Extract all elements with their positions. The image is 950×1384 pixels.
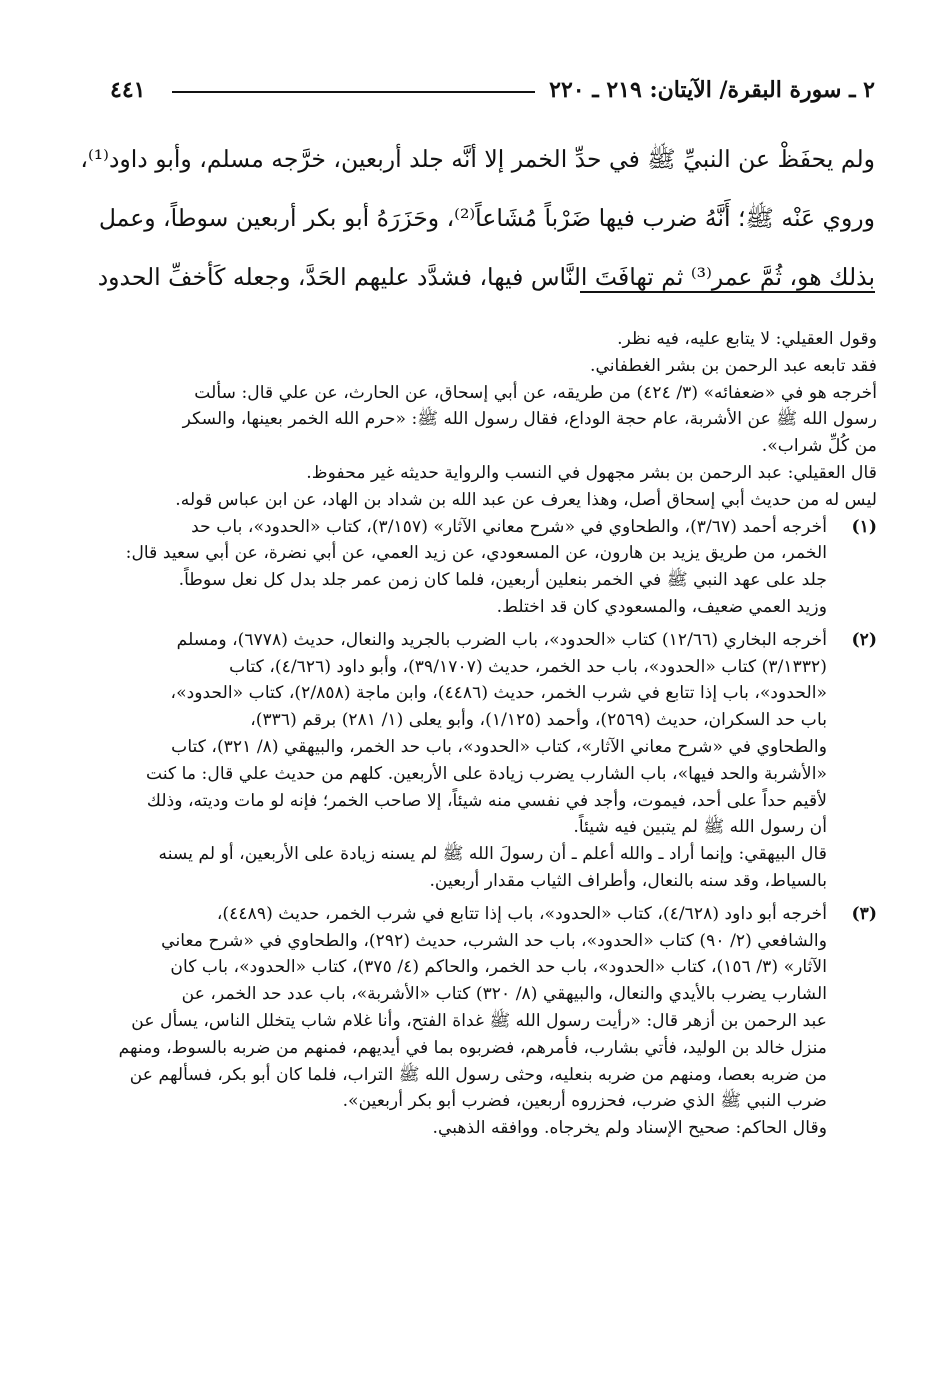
footnote-line: أخرجه أحمد (٣/٦٧)، والطحاوي في «شرح معاني الآثار» (٣/١٥٧)، كتاب «الحدود»، باب حد <box>191 516 827 537</box>
footnote-line: وقول العقيلي: لا يتابع عليه، فيه نظر. <box>617 329 877 349</box>
footnote-line: ليس له من حديث أبي إسحاق أصل، وهذا يعرف عن عبد الله بن شداد بن الهاد، عن ابن عباس قوله. <box>175 489 877 510</box>
footnote-line: وقال الحاكم: صحيح الإسناد ولم يخرجاه. ووافقه الذهبي. <box>432 1118 827 1139</box>
footnote-separator <box>580 291 875 293</box>
footnote-line: عبد الرحمن بن أزهر قال: «رأيت رسول الله ﷺ غداة الفتح، وأنا غلام شاب يتخلل الناس، يسأل عن <box>131 1010 827 1031</box>
footnote-number: (٣) <box>851 903 877 924</box>
footnote-line: لأقيم حداً على أحد، فيموت، وأجد في نفسي منه شيئاً، إلا صاحب الخمر؛ فإنه لو مات وديته، وذلك <box>146 790 827 811</box>
main-text <box>80 130 875 307</box>
footnote-line: من ضربه بعصا، ومنهم من ضربه بنعليه، وحثى رسول الله ﷺ التراب، فلما كان أبو بكر، فسألهم عن <box>129 1064 827 1085</box>
header-rule <box>172 91 535 93</box>
footnote-line: أخرجه أبو داود (٤/٦٢٨)، كتاب «الحدود»، باب إذا تتابع في شرب الخمر، حديث (٤٤٨٩)، <box>216 903 827 924</box>
footnote-continuation <box>112 326 877 514</box>
footnote-line: «الأشربة والحد فيها»، باب الشارب يضرب زيادة على الأربعين. كلهم من حديث علي قال: ما كنت <box>145 763 827 784</box>
footnote-line: والطحاوي في «شرح معاني الآثار»، كتاب «الحدود»، باب حد الخمر، والبيهقي (٨/ ٣٢١)، كتاب <box>171 736 827 757</box>
footnote-line: فقد تابعه عبد الرحمن بن بشر الغطفاني. <box>589 355 877 376</box>
footnote-line: باب حد السكران، حديث (٢٥٦٩)، وأحمد (١/١٢٥)، وأبو يعلى (١/ ٢٨١) برقم (٣٣٦)، <box>250 710 827 731</box>
footnote-2-commentary <box>112 841 877 895</box>
footnote-number: (٢) <box>851 629 877 650</box>
footnote-line: أخرجه هو في «ضعفائه» (٣/ ٤٢٤) من طريقه، عن أبي إسحاق، عن الحارث، عن علي قال: سألت <box>194 382 877 403</box>
footnote-line: الخمر، من طريق يزيد بن هارون، عن المسعودي، عن زيد العمي، عن أبي نضرة، عن أبي سعيد قال: <box>125 543 827 564</box>
footnote-line: أن رسول الله ﷺ لم يتبين فيه شيئاً. <box>573 817 827 838</box>
page-number: ٤٤١ <box>110 77 146 103</box>
footnote-line: قال العقيلي: عبد الرحمن بن بشر مجهول في النسب والرواية حديثه غير محفوظ. <box>306 462 877 483</box>
footnote-line: رسول الله ﷺ عن الأشربة، عام حجة الوداع، فقال رسول الله ﷺ: «حرم الله الخمر بعينها، والسكر <box>182 409 877 430</box>
footnote-line: قال البيهقي: وإنما أراد ـ والله أعلم ـ أن رسولَ الله ﷺ لم يسنه زيادة على الأربعين، أو لم يسنه <box>158 844 827 865</box>
footnote-line: أخرجه البخاري (١٢/٦٦) كتاب «الحدود»، باب الضرب بالجريد والنعال، حديث (٦٧٧٨)، ومسلم <box>176 629 827 650</box>
footnote-3 <box>112 901 877 1115</box>
footnote-line: (٣/١٣٣٢) كتاب «الحدود»، باب حد الخمر، حديث (٣٩/١٧٠٧)، وأبو داود (٤/٦٢٦)، كتاب <box>229 656 827 677</box>
footnote-1 <box>112 514 877 621</box>
footnote-line: الآثار» (٣/ ١٥٦)، كتاب «الحدود»، باب حد الخمر، والحاكم (٤/ ٣٧٥)، كتاب «الحدود»، باب كان <box>170 957 827 978</box>
footnote-2 <box>112 627 877 841</box>
footnote-line: «الحدود»، باب إذا تتابع في شرب الخمر، حديث (٤٤٨٦)، وابن ماجة (٢/٨٥٨)، كتاب «الحدود»، <box>170 683 827 704</box>
main-text-line: ولم يحفَظْ عن النبيِّ ﷺ في حدِّ الخمر إلا أنَّه جلد أربعين، خرَّجه مسلم، وأبو داود⁽¹⁾، <box>80 145 875 173</box>
footnote-line: والشافعي (٢/ ٩٠) كتاب «الحدود»، باب حد الشرب، حديث (٢٩٢)، والطحاوي في «شرح معاني <box>161 930 827 951</box>
footnote-line: جلد على عهد النبي ﷺ في الخمر بنعلين أربعين، فلما كان زمن عمر جلد بدل كل نعل سوطاً. <box>178 570 827 591</box>
footnote-line: بالسياط، وقد سنه بالنعال، وأطراف الثياب مقدار أربعين. <box>429 870 827 891</box>
footnote-number: (١) <box>851 516 877 537</box>
main-text-line: وروي عَنْه ﷺ؛ أَنَّهُ ضرب فيها ضَرْباً مُشَاعاً⁽²⁾، وحَزَرَهُ أبو بكر أربعين سوطاً، وعمل <box>98 204 875 232</box>
page-header <box>110 72 875 108</box>
footnote-line: ضرب النبي ﷺ الذي ضرب، فحزروه أربعين، فضرب أبو بكر أربعين». <box>342 1091 827 1112</box>
main-text-line: بذلك هو، ثُمَّ عمر⁽³⁾ ثم تهافَتَ النَّاس فيها، فشدَّد عليهم الحَدَّ، وجعله كَأخفِّ الحدود <box>97 263 875 291</box>
footnotes <box>112 326 877 1142</box>
footnote-line: من كُلِّ شراب». <box>761 436 877 457</box>
footnote-line: الشارب يضرب بالأيدي والنعال، والبيهقي (٨/ ٣٢٠) كتاب «الأشربة»، باب عدد حد الخمر، عن <box>181 984 827 1005</box>
footnote-line: منزل خالد بن الوليد، فأتي بشارب، فأمرهم، فضربوه بما في أيديهم، فمنهم من ضربه بالسوط، ومنهم <box>118 1037 827 1058</box>
footnote-3-commentary <box>112 1115 877 1142</box>
footnote-line: وزيد العمي ضعيف، والمسعودي كان قد اختلط. <box>496 596 827 617</box>
running-title: ٢ ـ سورة البقرة/ الآيتان: ٢١٩ ـ ٢٢٠ <box>549 77 875 103</box>
